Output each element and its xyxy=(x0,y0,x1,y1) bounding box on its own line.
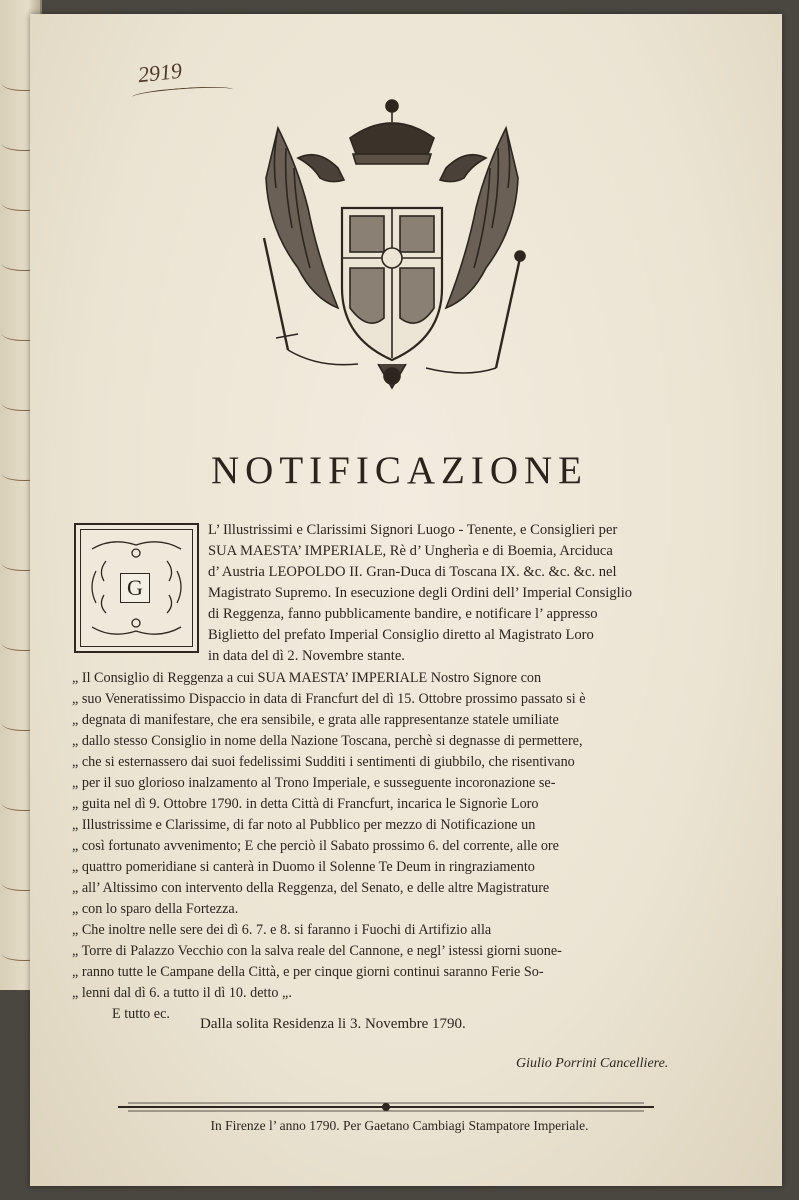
initial-letter: G xyxy=(120,573,150,603)
ornamental-initial-icon xyxy=(74,523,199,653)
body-paragraph xyxy=(72,668,586,1025)
closing-line: E tutto ec. xyxy=(112,1006,170,1022)
intro-line: d’ Austria LEOPOLDO II. Gran-Duca di Toscana IX. &c. &c. &c. nel xyxy=(208,564,617,580)
imprint: In Firenze l’ anno 1790. Per Gaetano Cambiagi Stampatore Imperiale. xyxy=(210,1118,589,1133)
body-line: „ Torre di Palazzo Vecchio con la salva reale del Cannone, e negl’ istessi giorni suone- xyxy=(72,943,562,959)
body-line: „ all’ Altissimo con intervento della Reggenza, del Senato, e delle altre Magistrature xyxy=(72,880,550,896)
intro-line: L’ Illustrissimi e Clarissimi Signori Luogo - Tenente, e Consiglieri per xyxy=(208,522,618,538)
body-line: „ per il suo glorioso inalzamento al Trono Imperiale, e susseguente incoronazione se- xyxy=(72,775,556,791)
body-line: „ Illustrissime e Clarissime, di far noto al Pubblico per mezzo di Notificazione un xyxy=(72,817,536,833)
body-line: „ così fortunato avvenimento; E che perciò il Sabato prossimo 6. del corrente, alle ore xyxy=(72,838,559,854)
body-line: „ Che inoltre nelle sere dei dì 6. 7. e 8. si faranno i Fuochi di Artifizio alla xyxy=(72,922,492,938)
body-line: „ con lo sparo della Fortezza. xyxy=(72,901,239,917)
place-and-date: Dalla solita Residenza li 3. Novembre 1790. xyxy=(200,1016,466,1032)
intro-line: di Reggenza, fanno pubblicamente bandire, e notificare l’ appresso xyxy=(208,606,598,622)
intro-line: Magistrato Supremo. In esecuzione degli Ordini dell’ Imperial Consiglio xyxy=(208,585,633,601)
intro-paragraph xyxy=(208,520,632,667)
inventory-number: 2919 xyxy=(136,57,184,88)
body-line: „ che si esternassero dai suoi fedelissimi Sudditi i sentimenti di giubbilo, che risentivano xyxy=(72,754,575,770)
decorative-rule-icon xyxy=(118,1101,654,1113)
body-line: „ quattro pomeridiane si canterà in Duomo il Solenne Te Deum in ringraziamento xyxy=(72,859,535,875)
body-line: „ ranno tutte le Campane della Città, e per cinque giorni continui saranno Ferie So- xyxy=(72,964,544,980)
body-line: „ degnata di manifestare, che era sensibile, e grata alle rappresentanze statele umiliate xyxy=(72,712,559,728)
body-line: „ guita nel dì 9. Ottobre 1790. in detta Città di Francfurt, incarica le Signorìe Loro xyxy=(72,796,539,812)
signature: Giulio Porrini Cancelliere. xyxy=(516,1056,669,1071)
body-line: „ dallo stesso Consiglio in nome della Nazione Toscana, perchè si degnasse di permettere, xyxy=(72,733,583,749)
body-line: „ suo Veneratissimo Dispaccio in data di Francfurt del dì 15. Ottobre prossimo passato si è xyxy=(72,691,586,707)
imperial-coat-of-arms-icon xyxy=(258,88,526,413)
body-line: „ Il Consiglio di Reggenza a cui SUA MAESTA’ IMPERIALE Nostro Signore con xyxy=(72,670,542,686)
body-line: „ lenni dal dì 6. a tutto il dì 10. detto „. xyxy=(72,985,292,1001)
document-title: NOTIFICAZIONE xyxy=(211,449,588,492)
intro-line: SUA MAESTA’ IMPERIALE, Rè d’ Ungherìa e di Boemia, Arciduca xyxy=(208,543,613,559)
intro-line: Biglietto del prefato Imperial Consiglio diretto al Magistrato Loro xyxy=(208,627,594,643)
intro-line: in data del dì 2. Novembre stante. xyxy=(208,648,405,664)
